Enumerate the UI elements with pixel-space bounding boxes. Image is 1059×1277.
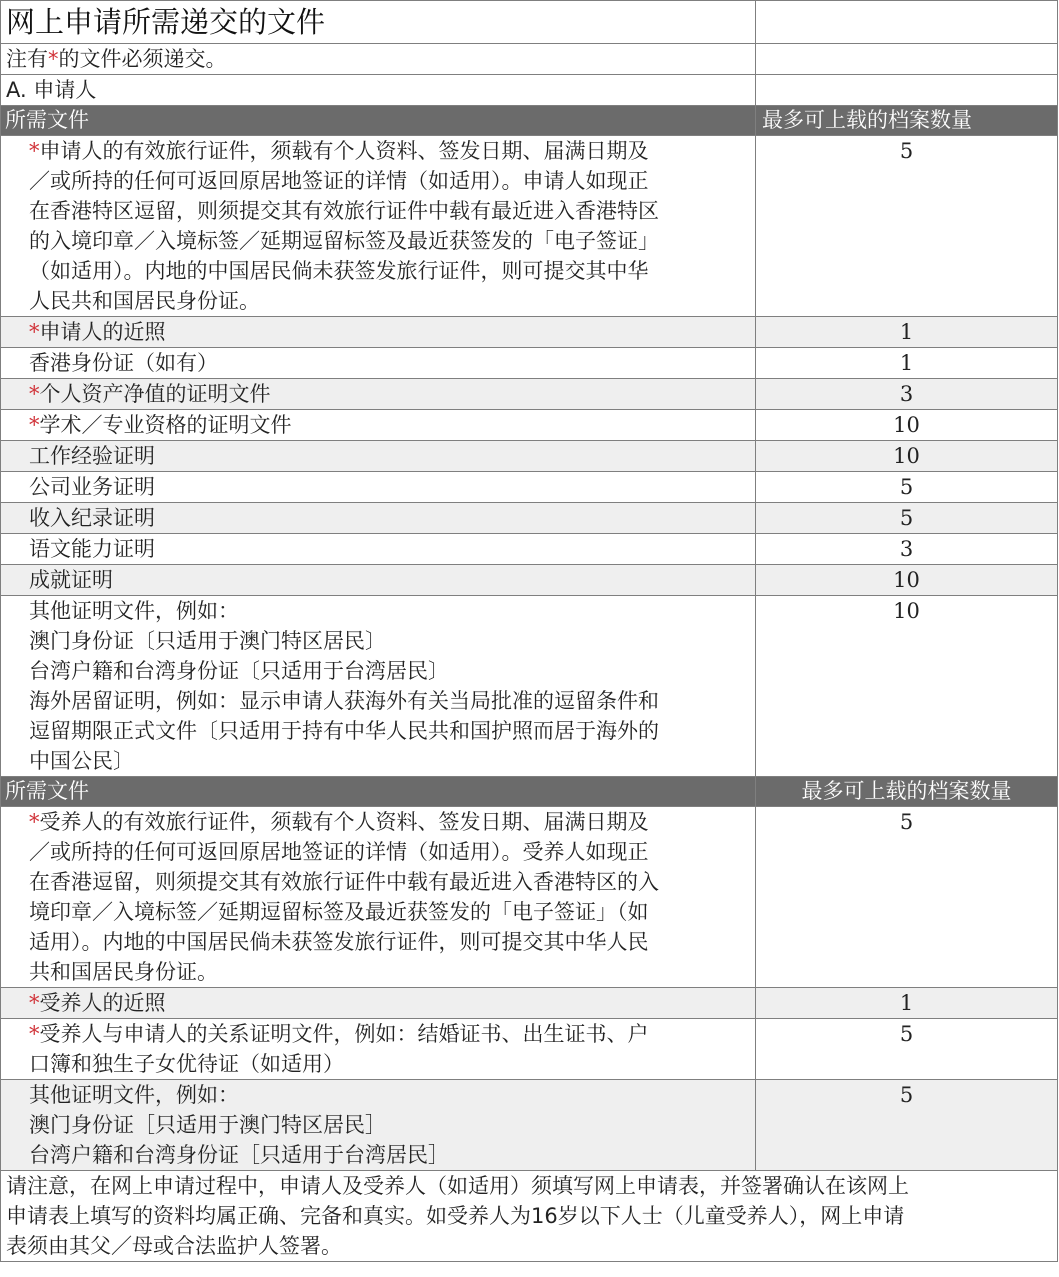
description-line [29, 441, 749, 471]
description-text: 澳门身份证〔只适用于澳门特区居民〕 [29, 629, 386, 653]
table-row [1, 441, 1058, 472]
description-text: 工作经验证明 [29, 444, 155, 468]
document-description [1, 988, 756, 1019]
description-text: 中国公民〕 [29, 749, 134, 773]
description-line [29, 410, 749, 440]
description-text: 的入境印章／入境标签／延期逗留标签及最近获签发的「电子签证」 [29, 229, 659, 253]
description-line [29, 565, 749, 595]
description-line [29, 1140, 749, 1170]
max-files-value: 10 [756, 596, 1058, 777]
max-files-value: 10 [756, 410, 1058, 441]
description-line [29, 256, 749, 286]
description-line [29, 837, 749, 867]
description-text: 个人资产净值的证明文件 [39, 382, 271, 406]
description-line [29, 166, 749, 196]
table-row [1, 317, 1058, 348]
description-line [29, 534, 749, 564]
description-text: 申请人的有效旅行证件，须载有个人资料、签发日期、届满日期及 [39, 139, 649, 163]
description-text: 公司业务证明 [29, 475, 155, 499]
description-line [29, 716, 749, 746]
max-files-value: 3 [756, 534, 1058, 565]
description-line [29, 1049, 749, 1079]
max-files-value: 5 [756, 503, 1058, 534]
description-line [29, 379, 749, 409]
description-text: 收入纪录证明 [29, 506, 155, 530]
table-header-row [1, 777, 1058, 807]
table-row [1, 1019, 1058, 1080]
description-line [29, 136, 749, 166]
description-line [29, 1110, 749, 1140]
description-text: 成就证明 [29, 568, 113, 592]
description-text: 在香港逗留，则须提交其有效旅行证件中载有最近进入香港特区的入 [29, 870, 659, 894]
description-line [29, 988, 749, 1018]
column-header-max-files: 最多可上载的档案数量 [756, 106, 1058, 136]
description-text: 学术／专业资格的证明文件 [39, 413, 292, 437]
description-line [29, 807, 749, 837]
description-text: ／或所持的任何可返回原居地签证的详情（如适用）。申请人如现正 [29, 169, 649, 193]
page-title: 网上申请所需递交的文件 [1, 1, 756, 44]
document-description [1, 472, 756, 503]
description-line [29, 317, 749, 347]
description-line [29, 472, 749, 502]
title-empty-cell [756, 1, 1058, 44]
description-text: ／或所持的任何可返回原居地签证的详情（如适用）。受养人如现正 [29, 840, 649, 864]
table-row [1, 534, 1058, 565]
description-text: 台湾户籍和台湾身份证［只适用于台湾居民］ [29, 1143, 449, 1167]
description-text: 共和国居民身份证。 [29, 960, 218, 984]
max-files-value: 1 [756, 317, 1058, 348]
description-line [29, 348, 749, 378]
description-text: 在香港特区逗留，则须提交其有效旅行证件中载有最近进入香港特区 [29, 199, 659, 223]
table-row [1, 503, 1058, 534]
table-row [1, 988, 1058, 1019]
description-text: 受养人的有效旅行证件，须载有个人资料、签发日期、届满日期及 [39, 810, 649, 834]
description-line [29, 686, 749, 716]
document-description [1, 1080, 756, 1171]
section-heading: A. 申请人 [1, 75, 756, 106]
table-row [1, 807, 1058, 988]
note-prefix: 注有 [6, 47, 48, 71]
description-text: 口簿和独生子女优待证（如适用） [29, 1052, 344, 1076]
table-row [1, 472, 1058, 503]
required-star: * [29, 139, 40, 163]
description-text: 受养人的近照 [39, 991, 166, 1015]
document-description [1, 534, 756, 565]
max-files-value: 1 [756, 988, 1058, 1019]
description-line [29, 897, 749, 927]
max-files-value: 5 [756, 1019, 1058, 1080]
description-line [29, 1019, 749, 1049]
description-text: 人民共和国居民身份证。 [29, 289, 260, 313]
table-row [1, 379, 1058, 410]
description-line [29, 626, 749, 656]
note-empty-cell [756, 44, 1058, 75]
document-description [1, 136, 756, 317]
description-line [29, 1080, 749, 1110]
document-description [1, 503, 756, 534]
max-files-value: 5 [756, 136, 1058, 317]
max-files-value: 3 [756, 379, 1058, 410]
max-files-value: 1 [756, 348, 1058, 379]
document-description [1, 596, 756, 777]
document-description [1, 348, 756, 379]
column-header-required-documents: 所需文件 [1, 106, 756, 136]
description-line [29, 196, 749, 226]
description-text: 香港身份证（如有） [29, 351, 218, 375]
required-star: * [29, 810, 40, 834]
description-text: （如适用）。内地的中国居民倘未获签发旅行证件，则可提交其中华 [29, 259, 649, 283]
description-text: 其他证明文件，例如： [29, 1083, 239, 1107]
max-files-value: 5 [756, 807, 1058, 988]
description-text: 适用）。内地的中国居民倘未获签发旅行证件，则可提交其中华人民 [29, 930, 649, 954]
table-row [1, 1080, 1058, 1171]
description-text: 申请人的近照 [39, 320, 166, 344]
max-files-value: 10 [756, 441, 1058, 472]
footer-line: 表须由其父／母或合法监护人签署。 [6, 1234, 342, 1258]
required-note [1, 44, 756, 75]
required-star: * [29, 1022, 40, 1046]
description-text: 台湾户籍和台湾身份证〔只适用于台湾居民〕 [29, 659, 449, 683]
footer-line: 请注意，在网上申请过程中，申请人及受养人（如适用）须填写网上申请表，并签署确认在该网上 [6, 1174, 909, 1198]
description-text: 海外居留证明，例如：显示申请人获海外有关当局批准的逗留条件和 [29, 689, 659, 713]
document-description [1, 379, 756, 410]
description-line [29, 286, 749, 316]
description-line [29, 957, 749, 987]
required-star: * [48, 47, 59, 71]
section-empty-cell [756, 75, 1058, 106]
required-star: * [29, 382, 40, 406]
table-row [1, 596, 1058, 777]
footer-note [1, 1171, 1058, 1262]
document-description [1, 565, 756, 596]
table-header-row [1, 106, 1058, 136]
table-row [1, 410, 1058, 441]
description-text: 其他证明文件，例如： [29, 599, 239, 623]
table-row [1, 348, 1058, 379]
document-description [1, 410, 756, 441]
description-line [29, 503, 749, 533]
description-text: 受养人与申请人的关系证明文件，例如：结婚证书、出生证书、户 [39, 1022, 649, 1046]
description-line [29, 867, 749, 897]
max-files-value: 5 [756, 1080, 1058, 1171]
note-row [1, 44, 1058, 75]
max-files-value: 10 [756, 565, 1058, 596]
section-row [1, 75, 1058, 106]
description-text: 境印章／入境标签／延期逗留标签及最近获签发的「电子签证」（如 [29, 900, 649, 924]
max-files-value: 5 [756, 472, 1058, 503]
document-description [1, 1019, 756, 1080]
description-line [29, 596, 749, 626]
document-description [1, 807, 756, 988]
title-row [1, 1, 1058, 44]
description-line [29, 746, 749, 776]
column-header-max-files: 最多可上载的档案数量 [756, 777, 1058, 807]
description-line [29, 656, 749, 686]
document-description [1, 441, 756, 472]
footer-line: 申请表上填写的资料均属正确、完备和真实。如受养人为16岁以下人士（儿童受养人），网上申请 [6, 1204, 905, 1228]
table-row [1, 136, 1058, 317]
description-text: 澳门身份证［只适用于澳门特区居民］ [29, 1113, 386, 1137]
footer-row [1, 1171, 1058, 1262]
document-description [1, 317, 756, 348]
required-star: * [29, 413, 40, 437]
required-star: * [29, 320, 40, 344]
column-header-required-documents: 所需文件 [1, 777, 756, 807]
description-text: 语文能力证明 [29, 537, 155, 561]
required-star: * [29, 991, 40, 1015]
description-line [29, 226, 749, 256]
table-row [1, 565, 1058, 596]
note-suffix: 的文件必须递交。 [58, 47, 227, 71]
description-text: 逗留期限正式文件〔只适用于持有中华人民共和国护照而居于海外的 [29, 719, 659, 743]
description-line [29, 927, 749, 957]
